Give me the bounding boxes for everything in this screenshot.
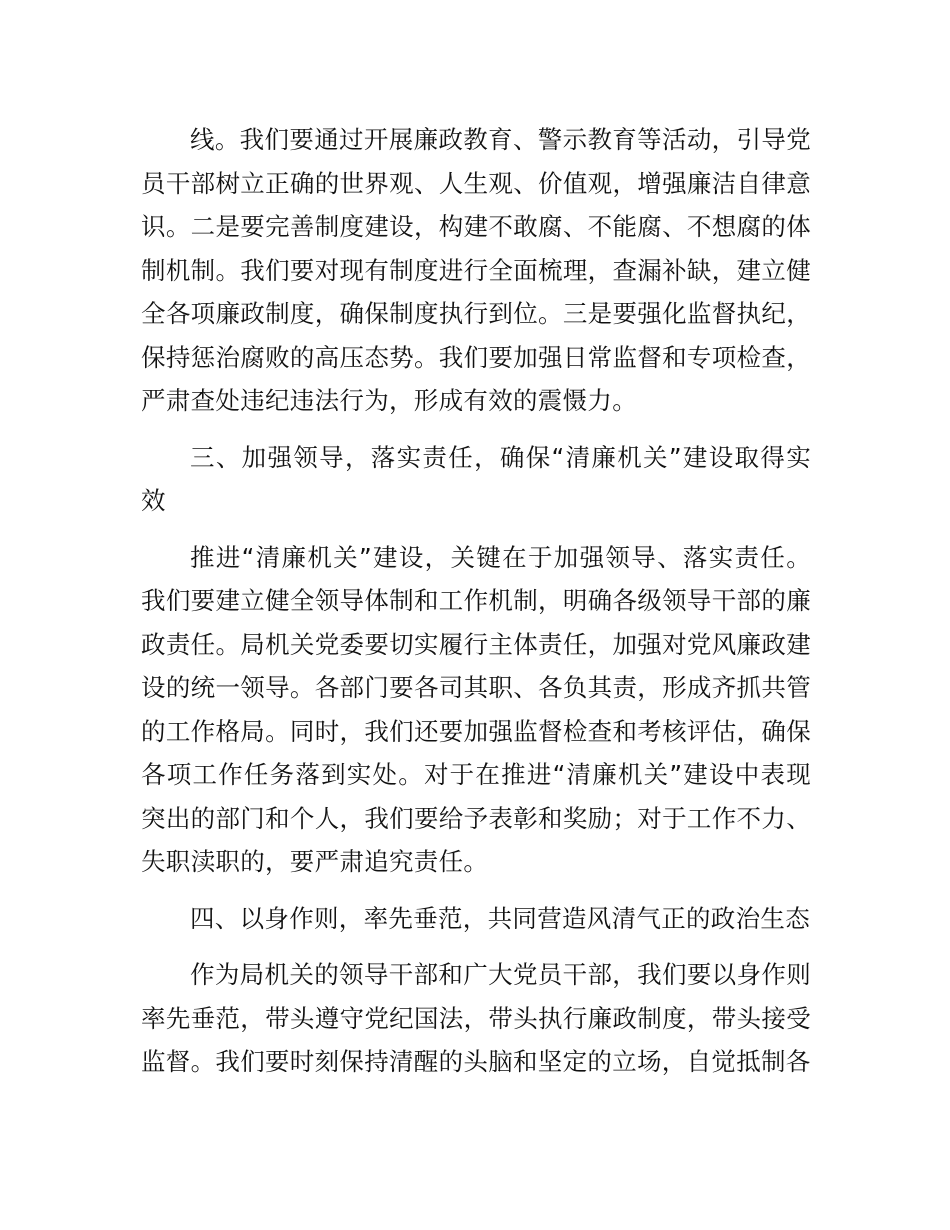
paragraph-body: 线。我们要通过开展廉政教育、警示教育等活动，引导党员干部树立正确的世界观、人生观、价值观，增强廉洁自律意识。二是要完善制度建设，构建不敢腐、不能腐、不想腐的体制机制。我们要对现有制度进行全面梳理，查漏补缺，建立健全各项廉政制度，确保制度执行到位。三是要强化监督执纪，保持惩治腐败的高压态势。我们要加强日常监督和专项检查，严肃查处违纪违法行为，形成有效的震慑力。 [141, 125, 811, 415]
document-body [141, 118, 811, 1097]
paragraph-body: 推进“清廉机关”建设，关键在于加强领导、落实责任。我们要建立健全领导体制和工作机制，明确各级领导干部的廉政责任。局机关党委要切实履行主体责任，加强对党风廉政建设的统一领导。各部门要各司其职、各负其责，形成齐抓共管的工作格局。同时，我们还要加强监督检查和考核评估，确保各项工作任务落到实处。对于在推进“清廉机关”建设中表现突出的部门和个人，我们要给予表彰和奖励；对于工作不力、失职渎职的，要严肃追究责任。 [141, 542, 811, 876]
paragraph-body: 作为局机关的领导干部和广大党员干部，我们要以身作则率先垂范，带头遵守党纪国法，带头执行廉政制度，带头接受监督。我们要时刻保持清醒的头脑和坚定的立场，自觉抵制各 [141, 960, 811, 1076]
section-heading-three: 三、加强领导，落实责任，确保“清廉机关”建设取得实效 [141, 442, 811, 515]
section-heading-four: 四、以身作则，率先垂范，共同营造风清气正的政治生态 [190, 903, 810, 933]
